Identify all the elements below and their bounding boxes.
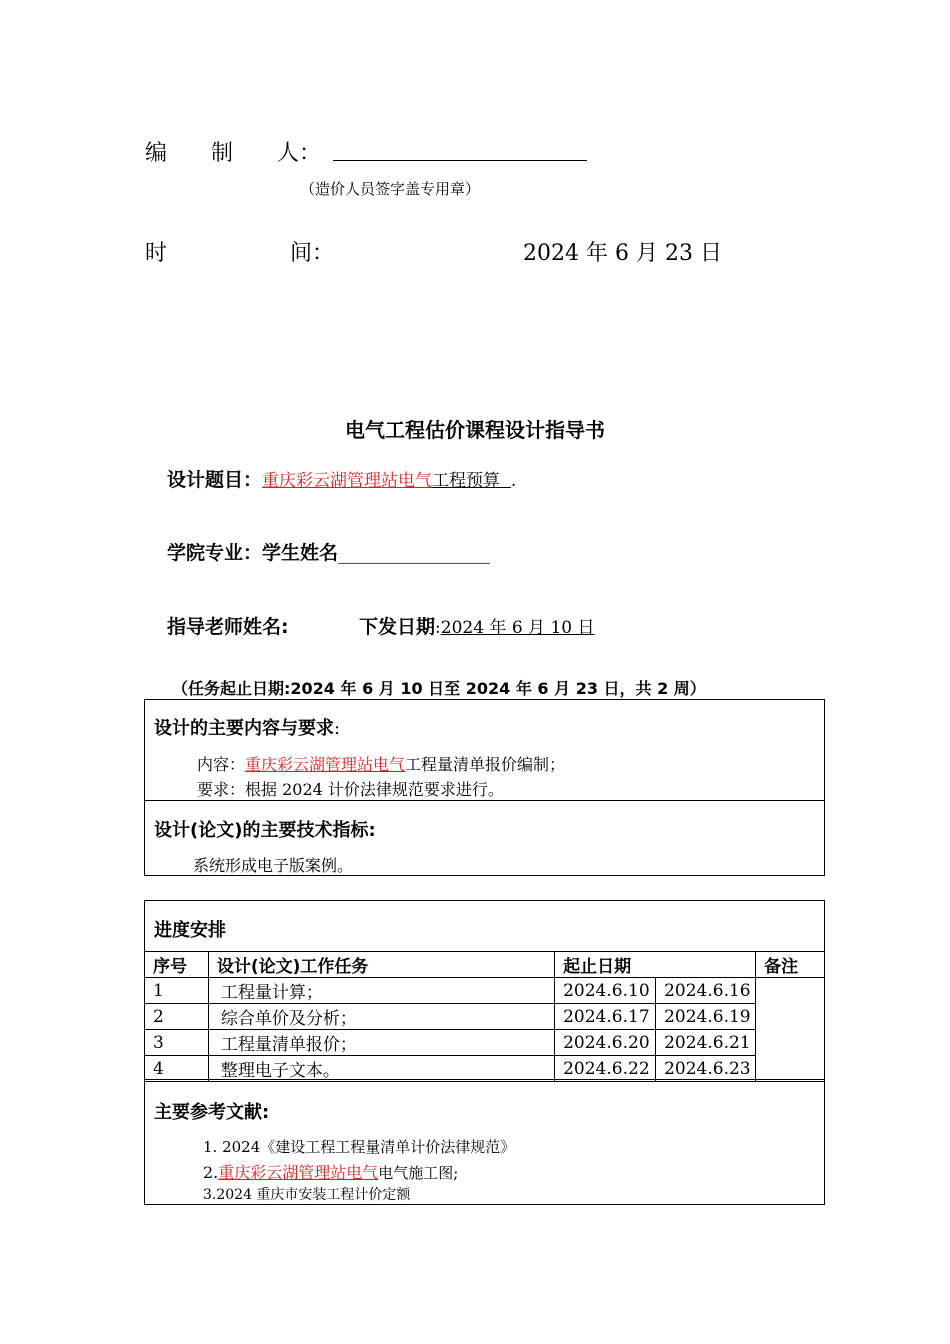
reference-3: 3.2024 重庆市安装工程计价定额 [203, 1187, 411, 1203]
row-task: 工程量清单报价； [208, 1030, 554, 1056]
topic-rest: 工程预算 [432, 471, 501, 491]
college-label: 学院专业：学生姓名 [167, 542, 339, 564]
content-red: 重庆彩云湖管理站电气 [245, 755, 406, 774]
issue-label: 下发日期 [359, 616, 436, 638]
col-dates: 起止日期 [555, 952, 756, 978]
reference-2-prefix: 2. [203, 1163, 219, 1182]
content-heading [154, 714, 340, 740]
row-no: 3 [145, 1030, 209, 1056]
row-end: 2024.6.23 [656, 1056, 756, 1082]
row-start: 2024.6.17 [555, 1004, 656, 1030]
compiler-label: 编 制 人： [145, 141, 322, 166]
content-box [144, 699, 825, 876]
row-end: 2024.6.16 [656, 978, 756, 1004]
row-no: 4 [145, 1056, 209, 1082]
content-line [197, 752, 565, 775]
topic-label: 设计题目： [167, 469, 263, 491]
table-row [145, 1056, 825, 1082]
table-row [145, 1030, 825, 1056]
table-row [145, 978, 825, 1004]
content-prefix: 内容： [197, 755, 246, 774]
issue-date: 2024 年 6 月 10 日 [440, 618, 595, 638]
reference-2-red: 重庆彩云湖管理站电气 [218, 1163, 379, 1182]
row-no: 2 [145, 1004, 209, 1030]
content-divider [145, 800, 824, 801]
task-period: （任务起止日期:2024 年 6 月 10 日至 2024 年 6 月 23 日，共 2 周） [172, 679, 706, 698]
time-label-a: 时 [145, 241, 168, 266]
table-header-row [145, 952, 825, 978]
content-heading-text: 设计的主要内容与要求 [154, 718, 334, 739]
remark-cell [756, 978, 825, 1082]
page-title: 电气工程估价课程设计指导书 [345, 418, 605, 442]
content-heading-colon: : [334, 718, 341, 739]
topic-line [167, 465, 516, 492]
col-remark: 备注 [756, 952, 825, 978]
row-end: 2024.6.21 [656, 1030, 756, 1056]
col-no: 序号 [145, 952, 209, 978]
reference-1: 1. 2024《建设工程工程量清单计价法律规范》 [203, 1138, 516, 1156]
tech-text: 系统形成电子版案例。 [193, 856, 354, 875]
teacher-line [167, 612, 289, 639]
col-task: 设计(论文)工作任务 [208, 952, 554, 978]
seal-note: （造价人员签字盖专用章） [300, 180, 481, 198]
issue-line [359, 612, 594, 639]
row-no: 1 [145, 978, 209, 1004]
topic-red: 重庆彩云湖管理站电气 [262, 471, 433, 491]
row-end: 2024.6.19 [656, 1004, 756, 1030]
row-start: 2024.6.20 [555, 1030, 656, 1056]
requirement-line: 要求：根据 2024 计价法律规范要求进行。 [197, 780, 504, 799]
issue-colon: : [435, 618, 441, 638]
header-date: 2024 年 6 月 23 日 [523, 241, 722, 266]
signature-line [333, 160, 587, 161]
row-task: 综合单价及分析； [208, 1004, 554, 1030]
row-start: 2024.6.22 [555, 1056, 656, 1082]
college-line [167, 538, 490, 565]
references-heading: 主要参考文献: [154, 1102, 270, 1123]
teacher-label: 指导老师姓名: [167, 616, 289, 638]
row-start: 2024.6.10 [555, 978, 656, 1004]
content-rest: 工程量清单报价编制； [405, 755, 566, 774]
tech-heading: 设计(论文)的主要技术指标: [154, 820, 376, 841]
topic-end: . [510, 471, 517, 491]
table-row [145, 1004, 825, 1030]
row-task: 整理电子文本。 [208, 1056, 554, 1082]
time-label-b: 间： [290, 241, 335, 266]
reference-2 [203, 1160, 458, 1183]
references-box [144, 1079, 825, 1205]
schedule-heading: 进度安排 [154, 920, 226, 941]
schedule-table [144, 951, 825, 1082]
reference-2-rest: 电气施工图; [378, 1164, 459, 1182]
schedule-heading-box [144, 900, 825, 952]
college-blank: ________________ [338, 542, 491, 564]
row-task: 工程量计算； [208, 978, 554, 1004]
